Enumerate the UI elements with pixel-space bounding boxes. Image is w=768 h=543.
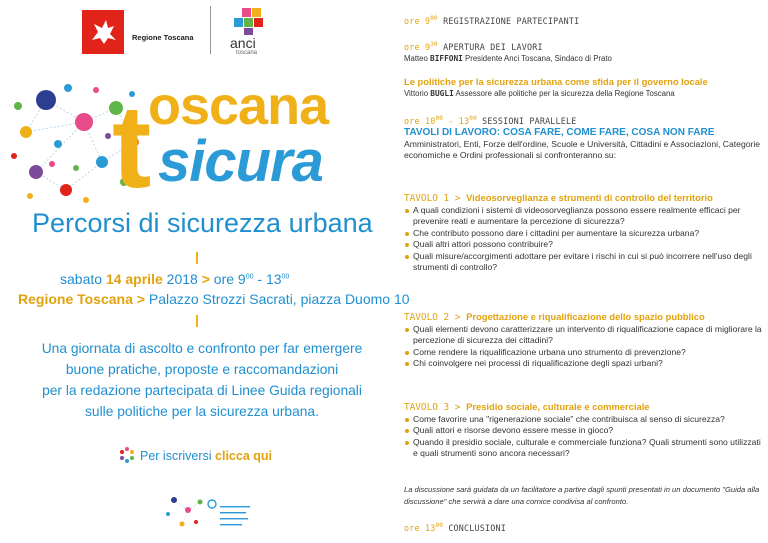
- list-item: Chi coinvolgere nei processi di riqualificazione degli spazi urbani?: [404, 358, 764, 370]
- event-venue-line: Regione Toscana > Palazzo Strozzi Sacrati, piazza Duomo 10: [18, 291, 410, 307]
- list-item: Come favorire una "rigenerazione sociale" che contribuisca al senso di sicurezza?: [404, 414, 764, 426]
- title-sicura: sicura: [158, 129, 323, 194]
- program-registration: ore $9^{00}$ REGISTRAZIONE PARTECIPANTI: [404, 15, 580, 26]
- list-item: Quali altri attori possono contribuire?: [404, 239, 764, 251]
- list-item: A quali condizioni i sistemi di videosorveglianza possono essere realmente efficaci per prevenire reati e aumentare la percezione di sicurezza?: [404, 205, 764, 228]
- signup-dots-icon: [118, 446, 136, 464]
- facilitator-note: La discussione sarà guidata da un facilitatore a partire dagli spunti presentati in un documento "Guida alla discussione" che servirà a dare una cornice condivisa al confronto.: [404, 485, 760, 506]
- anci-label: anci: [230, 35, 256, 51]
- event-description: Una giornata di ascolto e confronto per far emergere buone pratiche, proposte e raccomandazioni per la redazione partecipata di Linee Guida regionali sulle politiche per la sicurezza urbana.: [41, 341, 363, 419]
- event-subtitle: Percorsi di sicurezza urbana: [32, 208, 373, 238]
- tavolo-2: TAVOLO 2 > Progettazione e riqualificazione dello spazio pubblico Quali elementi devono caratterizzare un intervento di riqualificazione capace di migliorare la percezione di sicurezza dei cittadini? Come rendere la riqualificazione urbana uno strumento di prevenzione? Chi coinvolgere nei processi di riqualificazione degli spazi urbani?: [404, 311, 764, 370]
- program-conclusions: ore $13^{00}$ CONCLUSIONI: [404, 522, 506, 533]
- title-toscana: oscana: [148, 76, 329, 136]
- tavolo-1: TAVOLO 1 > Videosorveglianza e strumenti di controllo del territorio A quali condizioni i sistemi di videosorveglianza possono essere realmente efficaci per prevenire reati e aumentare la percezione di sicurezza? Che contributo possono dare i cittadini per aumentare la sicurezza urbana? Quali altri attori possono contribuire? Quali misure/accorgimenti adottare per evitare i rischi in cui si può incorrere nell'uso degli strumenti di controllo?: [404, 192, 764, 274]
- signup-link[interactable]: clicca qui: [215, 449, 272, 463]
- program-opening: ore $9^{30}$ APERTURA DEI LAVORI Matteo BIFFONI Presidente Anci Toscana, Sindaco di Prato: [404, 41, 612, 64]
- divider-bar: [196, 252, 198, 264]
- list-item: Quali misure/accorgimenti adottare per evitare i rischi in cui si può incorrere nell'uso degli strumenti di controllo?: [404, 251, 764, 274]
- anci-logo-mark: [228, 8, 272, 36]
- list-item: Che contributo possono dare i cittadini per aumentare la sicurezza urbana?: [404, 228, 764, 240]
- divider-bar: [196, 315, 198, 327]
- program-parallel-sessions: ore $10^{00} - 13^{00}$ SESSIONI PARALLELE TAVOLI DI LAVORO: COSA FARE, COME FARE, COSA NON FARE Amministratori, Enti, Forze dell'ordine, Scuole e Università, Cittadini e Associazioni, Categorie economiche e Ordini professionali si confronteranno su:: [404, 115, 761, 161]
- list-item: Quali elementi devono caratterizzare un intervento di riqualificazione capace di migliorare la percezione di sicurezza dei cittadini?: [404, 324, 764, 347]
- title-initial-letter: t: [112, 81, 152, 213]
- tavolo-3: TAVOLO 3 > Presidio sociale, culturale e commerciale Come favorire una "rigenerazione sociale" che contribuisca al senso di sicurezza? Quali attori e risorse devono essere messe in gioco? Quando il presidio sociale, culturale e commerciale funziona? Quali strumenti sono utilizzati e quali strumenti sono ancora necessari?: [404, 401, 764, 460]
- footer-partner-logo: [160, 490, 260, 536]
- regione-toscana-logo: [82, 10, 124, 54]
- anci-sub-label: toscana: [236, 50, 258, 56]
- pegasus-icon: [82, 10, 124, 54]
- list-item: Quali attori e risorse devono essere messe in gioco?: [404, 425, 764, 437]
- signup-line: Per iscriversi clicca qui: [140, 449, 272, 463]
- list-item: Come rendere la riqualificazione urbana uno strumento di prevenzione?: [404, 347, 764, 359]
- program-policy-talk: Le politiche per la sicurezza urbana come sfida per il governo locale Vittorio BUGLI Assessore alle politiche per la sicurezza della Regione Toscana: [404, 76, 708, 98]
- list-item: Quando il presidio sociale, culturale e commerciale funziona? Quali strumenti sono utilizzati e quali strumenti sono ancora necessari?: [404, 437, 764, 460]
- header-divider: [210, 6, 211, 54]
- event-date-line: sabato 14 aprile 2018 > ore $9^{00} - 13^{00}$: [60, 271, 290, 287]
- regione-toscana-label: Regione Toscana: [132, 33, 194, 42]
